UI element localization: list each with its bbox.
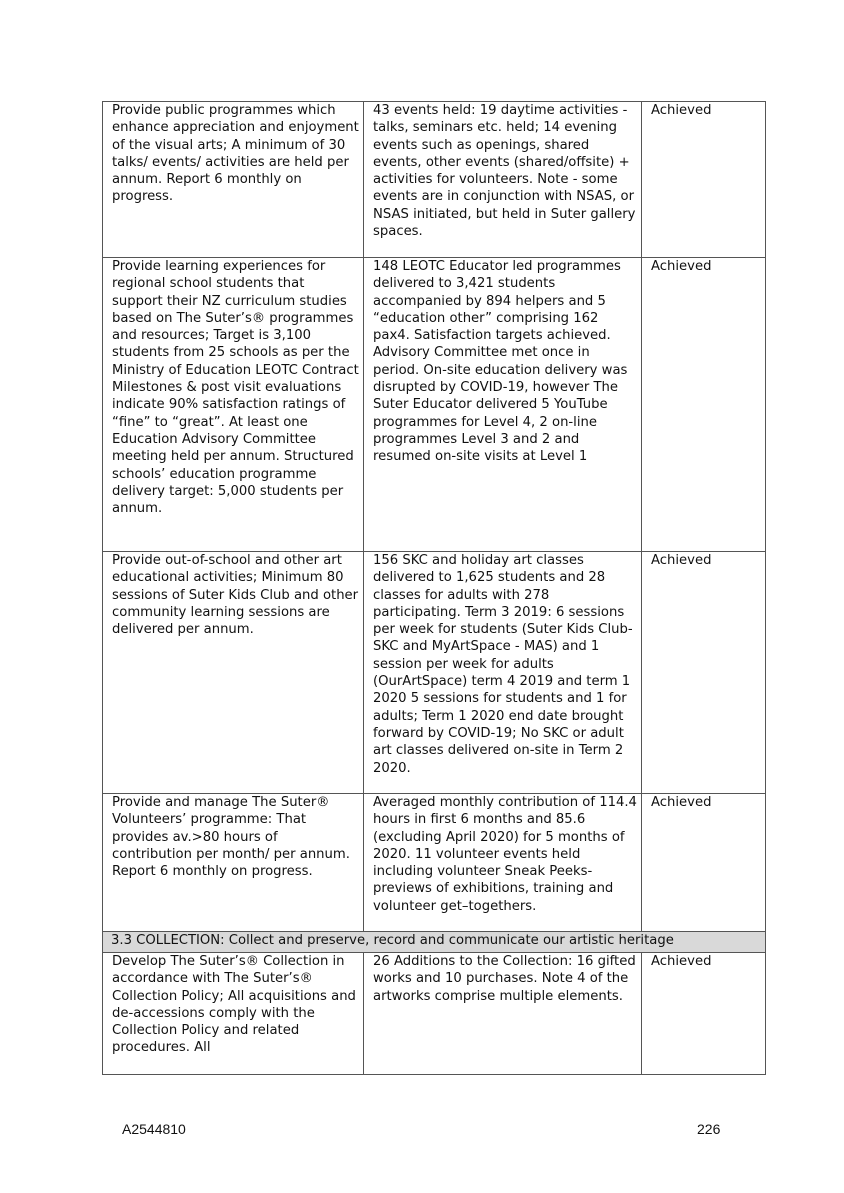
document-reference: A2544810 (122, 1121, 186, 1137)
target-cell: Provide public programmes which enhance appreciation and enjoyment of the visual arts; A minimum of 30 talks/ events/ activities are held per annum. Report 6 monthly on progress. (103, 102, 364, 258)
status-cell: Achieved (642, 102, 766, 258)
result-cell: 43 events held: 19 daytime activities - talks, seminars etc. held; 14 evening events such as openings, shared events, other events (shared/offsite) + activities for volunteers. Note - some events are in conjunction with NSAS, or NSAS initiated, but held in Suter gallery spaces. (364, 102, 642, 258)
target-cell: Develop The Suter’s® Collection in accordance with The Suter’s® Collection Policy; All acquisitions and de-accessions comply with the Collection Policy and related procedures. All (103, 953, 364, 1075)
result-cell: 26 Additions to the Collection: 16 gifted works and 10 purchases. Note 4 of the artworks comprise multiple elements. (364, 953, 642, 1075)
table-row (103, 552, 766, 794)
section-heading-row (103, 932, 766, 953)
table-row (103, 102, 766, 258)
section-heading: 3.3 COLLECTION: Collect and preserve, record and communicate our artistic heritage (103, 932, 766, 953)
status-cell: Achieved (642, 953, 766, 1075)
status-cell: Achieved (642, 794, 766, 932)
target-cell: Provide out-of-school and other art educational activities; Minimum 80 sessions of Suter Kids Club and other community learning sessions are delivered per annum. (103, 552, 364, 794)
performance-table (102, 101, 766, 1075)
table-row (103, 794, 766, 932)
status-cell: Achieved (642, 552, 766, 794)
status-cell: Achieved (642, 258, 766, 552)
target-cell: Provide and manage The Suter® Volunteers’ programme: That provides av.>80 hours of contribution per month/ per annum. Report 6 monthly on progress. (103, 794, 364, 932)
table-row (103, 258, 766, 552)
page-number: 226 (697, 1121, 721, 1137)
result-cell: 156 SKC and holiday art classes delivered to 1,625 students and 28 classes for adults with 278 participating. Term 3 2019: 6 sessions per week for students (Suter Kids Club- SKC and MyArtSpace - MAS) and 1 session per week for adults (OurArtSpace) term 4 2019 and term 1 2020 5 sessions for students and 1 for adults; Term 1 2020 end date brought forward by COVID-19; No SKC or adult art classes delivered on-site in Term 2 2020. (364, 552, 642, 794)
result-cell: 148 LEOTC Educator led programmes delivered to 3,421 students accompanied by 894 helpers and 5 “education other” comprising 162 pax4. Satisfaction targets achieved. Advisory Committee met once in period. On-site education delivery was disrupted by COVID-19, however The Suter Educator delivered 5 YouTube programmes for Level 4, 2 on-line programmes Level 3 and 2 and resumed on-site visits at Level 1 (364, 258, 642, 552)
result-cell: Averaged monthly contribution of 114.4 hours in first 6 months and 85.6 (excluding April 2020) for 5 months of 2020. 11 volunteer events held including volunteer Sneak Peeks- previews of exhibitions, training and volunteer get–togethers. (364, 794, 642, 932)
table-row (103, 953, 766, 1075)
target-cell: Provide learning experiences for regional school students that support their NZ curriculum studies based on The Suter’s® programmes and resources; Target is 3,100 students from 25 schools as per the Ministry of Education LEOTC Contract Milestones & post visit evaluations indicate 90% satisfaction ratings of “fine” to “great”. At least one Education Advisory Committee meeting held per annum. Structured schools’ education programme delivery target: 5,000 students per annum. (103, 258, 364, 552)
